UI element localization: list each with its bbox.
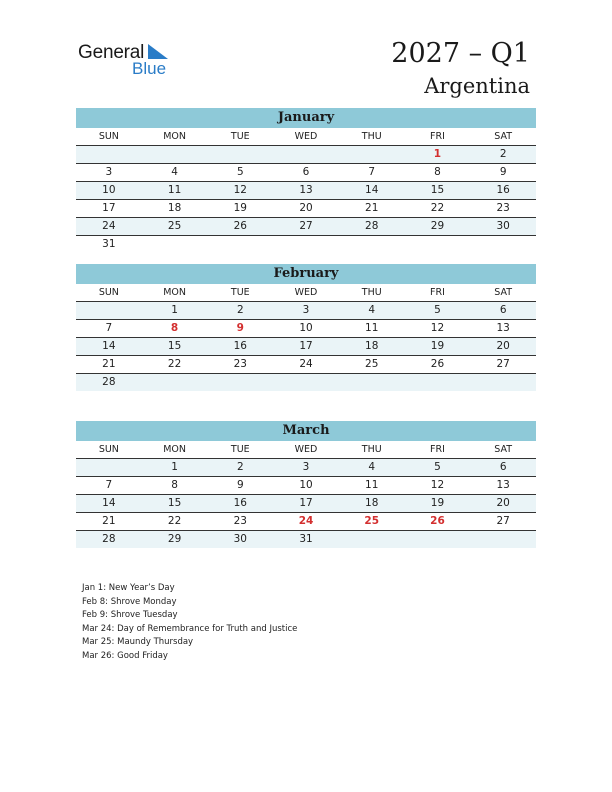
day-cell: 20 bbox=[496, 340, 510, 352]
holiday-date: 24 bbox=[298, 515, 314, 527]
day-cell: 18 bbox=[365, 497, 379, 509]
weekday-label: SUN bbox=[98, 131, 119, 142]
holiday-note: Mar 25: Maundy Thursday bbox=[82, 637, 194, 647]
day-cell: 4 bbox=[368, 304, 376, 316]
day-cell: 9 bbox=[236, 479, 244, 491]
weekday-label: MON bbox=[163, 444, 186, 455]
month-name: March bbox=[76, 421, 536, 441]
weekday-header-row bbox=[76, 441, 536, 459]
day-cell: 25 bbox=[365, 358, 379, 370]
weekday-label: THU bbox=[361, 287, 382, 298]
holiday-date: 25 bbox=[364, 515, 380, 527]
week-row bbox=[76, 477, 536, 495]
month-block bbox=[76, 421, 536, 548]
week-row bbox=[76, 495, 536, 513]
day-cell: 7 bbox=[105, 479, 113, 491]
day-cell: 8 bbox=[171, 479, 178, 491]
week-row bbox=[76, 218, 536, 236]
day-cell bbox=[207, 146, 273, 163]
holiday-list bbox=[82, 582, 297, 663]
day-cell bbox=[339, 531, 405, 548]
day-cell: 4 bbox=[368, 461, 376, 473]
day-cell: 13 bbox=[496, 479, 510, 491]
day-cell bbox=[76, 302, 142, 319]
day-cell: 29 bbox=[167, 533, 182, 545]
day-cell: 14 bbox=[102, 340, 116, 352]
day-cell: 17 bbox=[102, 202, 116, 214]
day-cell: 19 bbox=[430, 497, 445, 509]
day-cell: 4 bbox=[171, 166, 178, 178]
day-cell bbox=[470, 236, 536, 253]
week-row bbox=[76, 164, 536, 182]
week-row bbox=[76, 459, 536, 477]
holiday-date: 9 bbox=[236, 322, 244, 334]
holiday-date: 26 bbox=[430, 515, 445, 527]
day-cell: 28 bbox=[102, 533, 116, 545]
day-cell: 15 bbox=[167, 497, 182, 509]
day-cell: 6 bbox=[499, 304, 507, 316]
holiday-date: 1 bbox=[433, 148, 442, 160]
month-block bbox=[76, 264, 536, 391]
weekday-label: MON bbox=[163, 131, 186, 142]
day-cell: 8 bbox=[434, 166, 441, 178]
day-cell bbox=[470, 531, 536, 548]
month-name: January bbox=[76, 108, 536, 128]
day-cell: 21 bbox=[102, 358, 116, 370]
day-cell: 10 bbox=[299, 479, 313, 491]
day-cell: 10 bbox=[102, 184, 116, 196]
week-row bbox=[76, 236, 536, 253]
day-cell: 11 bbox=[365, 322, 379, 334]
day-cell: 25 bbox=[167, 220, 182, 232]
weekday-label: SAT bbox=[494, 444, 513, 455]
day-cell: 22 bbox=[167, 515, 182, 527]
day-cell: 24 bbox=[102, 220, 116, 232]
day-cell: 16 bbox=[496, 184, 510, 196]
brand-blue: Blue bbox=[132, 59, 167, 78]
weekday-label: SUN bbox=[98, 444, 119, 455]
day-cell: 21 bbox=[102, 515, 116, 527]
day-cell: 13 bbox=[496, 322, 510, 334]
day-cell: 22 bbox=[430, 202, 445, 214]
day-cell: 18 bbox=[365, 340, 379, 352]
weekday-label: FRI bbox=[430, 287, 445, 298]
brand-general: General bbox=[78, 42, 145, 63]
week-row bbox=[76, 356, 536, 374]
weekday-label: SAT bbox=[494, 131, 513, 142]
brand-logo bbox=[78, 42, 178, 82]
day-cell: 19 bbox=[233, 202, 247, 214]
day-cell: 2 bbox=[499, 148, 507, 160]
day-cell: 3 bbox=[105, 166, 113, 178]
week-row bbox=[76, 320, 536, 338]
day-cell: 30 bbox=[233, 533, 247, 545]
day-cell: 11 bbox=[167, 184, 182, 196]
day-cell: 15 bbox=[430, 184, 445, 196]
day-cell: 27 bbox=[496, 358, 510, 370]
day-cell bbox=[76, 459, 142, 476]
day-cell: 10 bbox=[299, 322, 313, 334]
day-cell: 23 bbox=[496, 202, 510, 214]
day-cell: 26 bbox=[233, 220, 247, 232]
day-cell: 6 bbox=[499, 461, 507, 473]
weekday-label: WED bbox=[294, 287, 318, 298]
day-cell bbox=[339, 146, 405, 163]
day-cell: 30 bbox=[496, 220, 510, 232]
day-cell: 28 bbox=[102, 376, 116, 388]
day-cell bbox=[207, 236, 273, 253]
month-name: February bbox=[76, 264, 536, 284]
weekday-label: TUE bbox=[230, 444, 250, 455]
holiday-note: Mar 26: Good Friday bbox=[82, 650, 168, 661]
weekday-header-row bbox=[76, 284, 536, 302]
day-cell: 26 bbox=[430, 358, 445, 370]
day-cell: 7 bbox=[368, 166, 376, 178]
day-cell: 14 bbox=[365, 184, 379, 196]
holiday-note: Jan 1: New Year’s Day bbox=[82, 583, 175, 593]
day-cell bbox=[273, 374, 339, 391]
day-cell: 2 bbox=[236, 461, 244, 473]
day-cell bbox=[207, 374, 273, 391]
weekday-label: SUN bbox=[98, 287, 119, 298]
weekday-header-row bbox=[76, 128, 536, 146]
day-cell: 22 bbox=[167, 358, 182, 370]
day-cell: 16 bbox=[233, 497, 247, 509]
day-cell: 12 bbox=[233, 184, 247, 196]
day-cell: 2 bbox=[236, 304, 244, 316]
day-cell: 20 bbox=[299, 202, 313, 214]
day-cell: 29 bbox=[430, 220, 445, 232]
week-row bbox=[76, 182, 536, 200]
day-cell: 14 bbox=[102, 497, 116, 509]
day-cell: 27 bbox=[496, 515, 510, 527]
week-row bbox=[76, 513, 536, 531]
weekday-label: FRI bbox=[430, 131, 445, 142]
day-cell: 18 bbox=[167, 202, 182, 214]
day-cell bbox=[405, 236, 471, 253]
day-cell: 5 bbox=[236, 166, 244, 178]
day-cell: 23 bbox=[233, 358, 247, 370]
day-cell bbox=[405, 531, 471, 548]
day-cell bbox=[470, 374, 536, 391]
day-cell bbox=[142, 236, 208, 253]
weekday-label: WED bbox=[294, 444, 318, 455]
day-cell: 31 bbox=[102, 238, 116, 250]
day-cell bbox=[142, 374, 208, 391]
day-cell: 31 bbox=[299, 533, 313, 545]
day-cell: 20 bbox=[496, 497, 510, 509]
month-block bbox=[76, 108, 536, 253]
day-cell bbox=[405, 374, 471, 391]
day-cell bbox=[339, 236, 405, 253]
week-row bbox=[76, 374, 536, 391]
weekday-label: THU bbox=[361, 444, 382, 455]
week-row bbox=[76, 200, 536, 218]
day-cell: 21 bbox=[365, 202, 379, 214]
holiday-note: Feb 8: Shrove Monday bbox=[82, 596, 177, 607]
day-cell: 5 bbox=[434, 304, 441, 316]
page-title: 2027 – Q1 bbox=[391, 38, 530, 69]
day-cell bbox=[76, 146, 142, 163]
day-cell bbox=[273, 146, 339, 163]
weekday-label: WED bbox=[294, 131, 318, 142]
country-name: Argentina bbox=[424, 74, 530, 98]
day-cell bbox=[142, 146, 208, 163]
day-cell: 1 bbox=[171, 461, 178, 473]
day-cell: 3 bbox=[302, 304, 310, 316]
weekday-label: TUE bbox=[230, 287, 250, 298]
week-row bbox=[76, 146, 536, 164]
day-cell bbox=[273, 236, 339, 253]
day-cell: 3 bbox=[302, 461, 310, 473]
day-cell: 12 bbox=[430, 479, 445, 491]
day-cell: 5 bbox=[434, 461, 441, 473]
day-cell: 11 bbox=[365, 479, 379, 491]
day-cell: 27 bbox=[299, 220, 313, 232]
day-cell: 24 bbox=[299, 358, 313, 370]
day-cell: 13 bbox=[299, 184, 313, 196]
logo-triangle-icon bbox=[148, 44, 170, 60]
day-cell: 12 bbox=[430, 322, 445, 334]
day-cell: 15 bbox=[167, 340, 182, 352]
day-cell bbox=[339, 374, 405, 391]
holiday-date: 8 bbox=[170, 322, 179, 334]
week-row bbox=[76, 338, 536, 356]
day-cell: 23 bbox=[233, 515, 247, 527]
weekday-label: SAT bbox=[494, 287, 513, 298]
day-cell: 16 bbox=[233, 340, 247, 352]
day-cell: 7 bbox=[105, 322, 113, 334]
week-row bbox=[76, 531, 536, 548]
day-cell: 17 bbox=[299, 340, 313, 352]
day-cell: 19 bbox=[430, 340, 445, 352]
weekday-label: THU bbox=[361, 131, 382, 142]
day-cell: 1 bbox=[171, 304, 178, 316]
day-cell: 6 bbox=[302, 166, 310, 178]
day-cell: 28 bbox=[365, 220, 379, 232]
weekday-label: FRI bbox=[430, 444, 445, 455]
holiday-note: Feb 9: Shrove Tuesday bbox=[82, 610, 178, 620]
day-cell: 9 bbox=[499, 166, 507, 178]
weekday-label: MON bbox=[163, 287, 186, 298]
day-cell: 17 bbox=[299, 497, 313, 509]
week-row bbox=[76, 302, 536, 320]
weekday-label: TUE bbox=[230, 131, 250, 142]
holiday-note: Mar 24: Day of Remembrance for Truth and Justice bbox=[82, 623, 298, 634]
